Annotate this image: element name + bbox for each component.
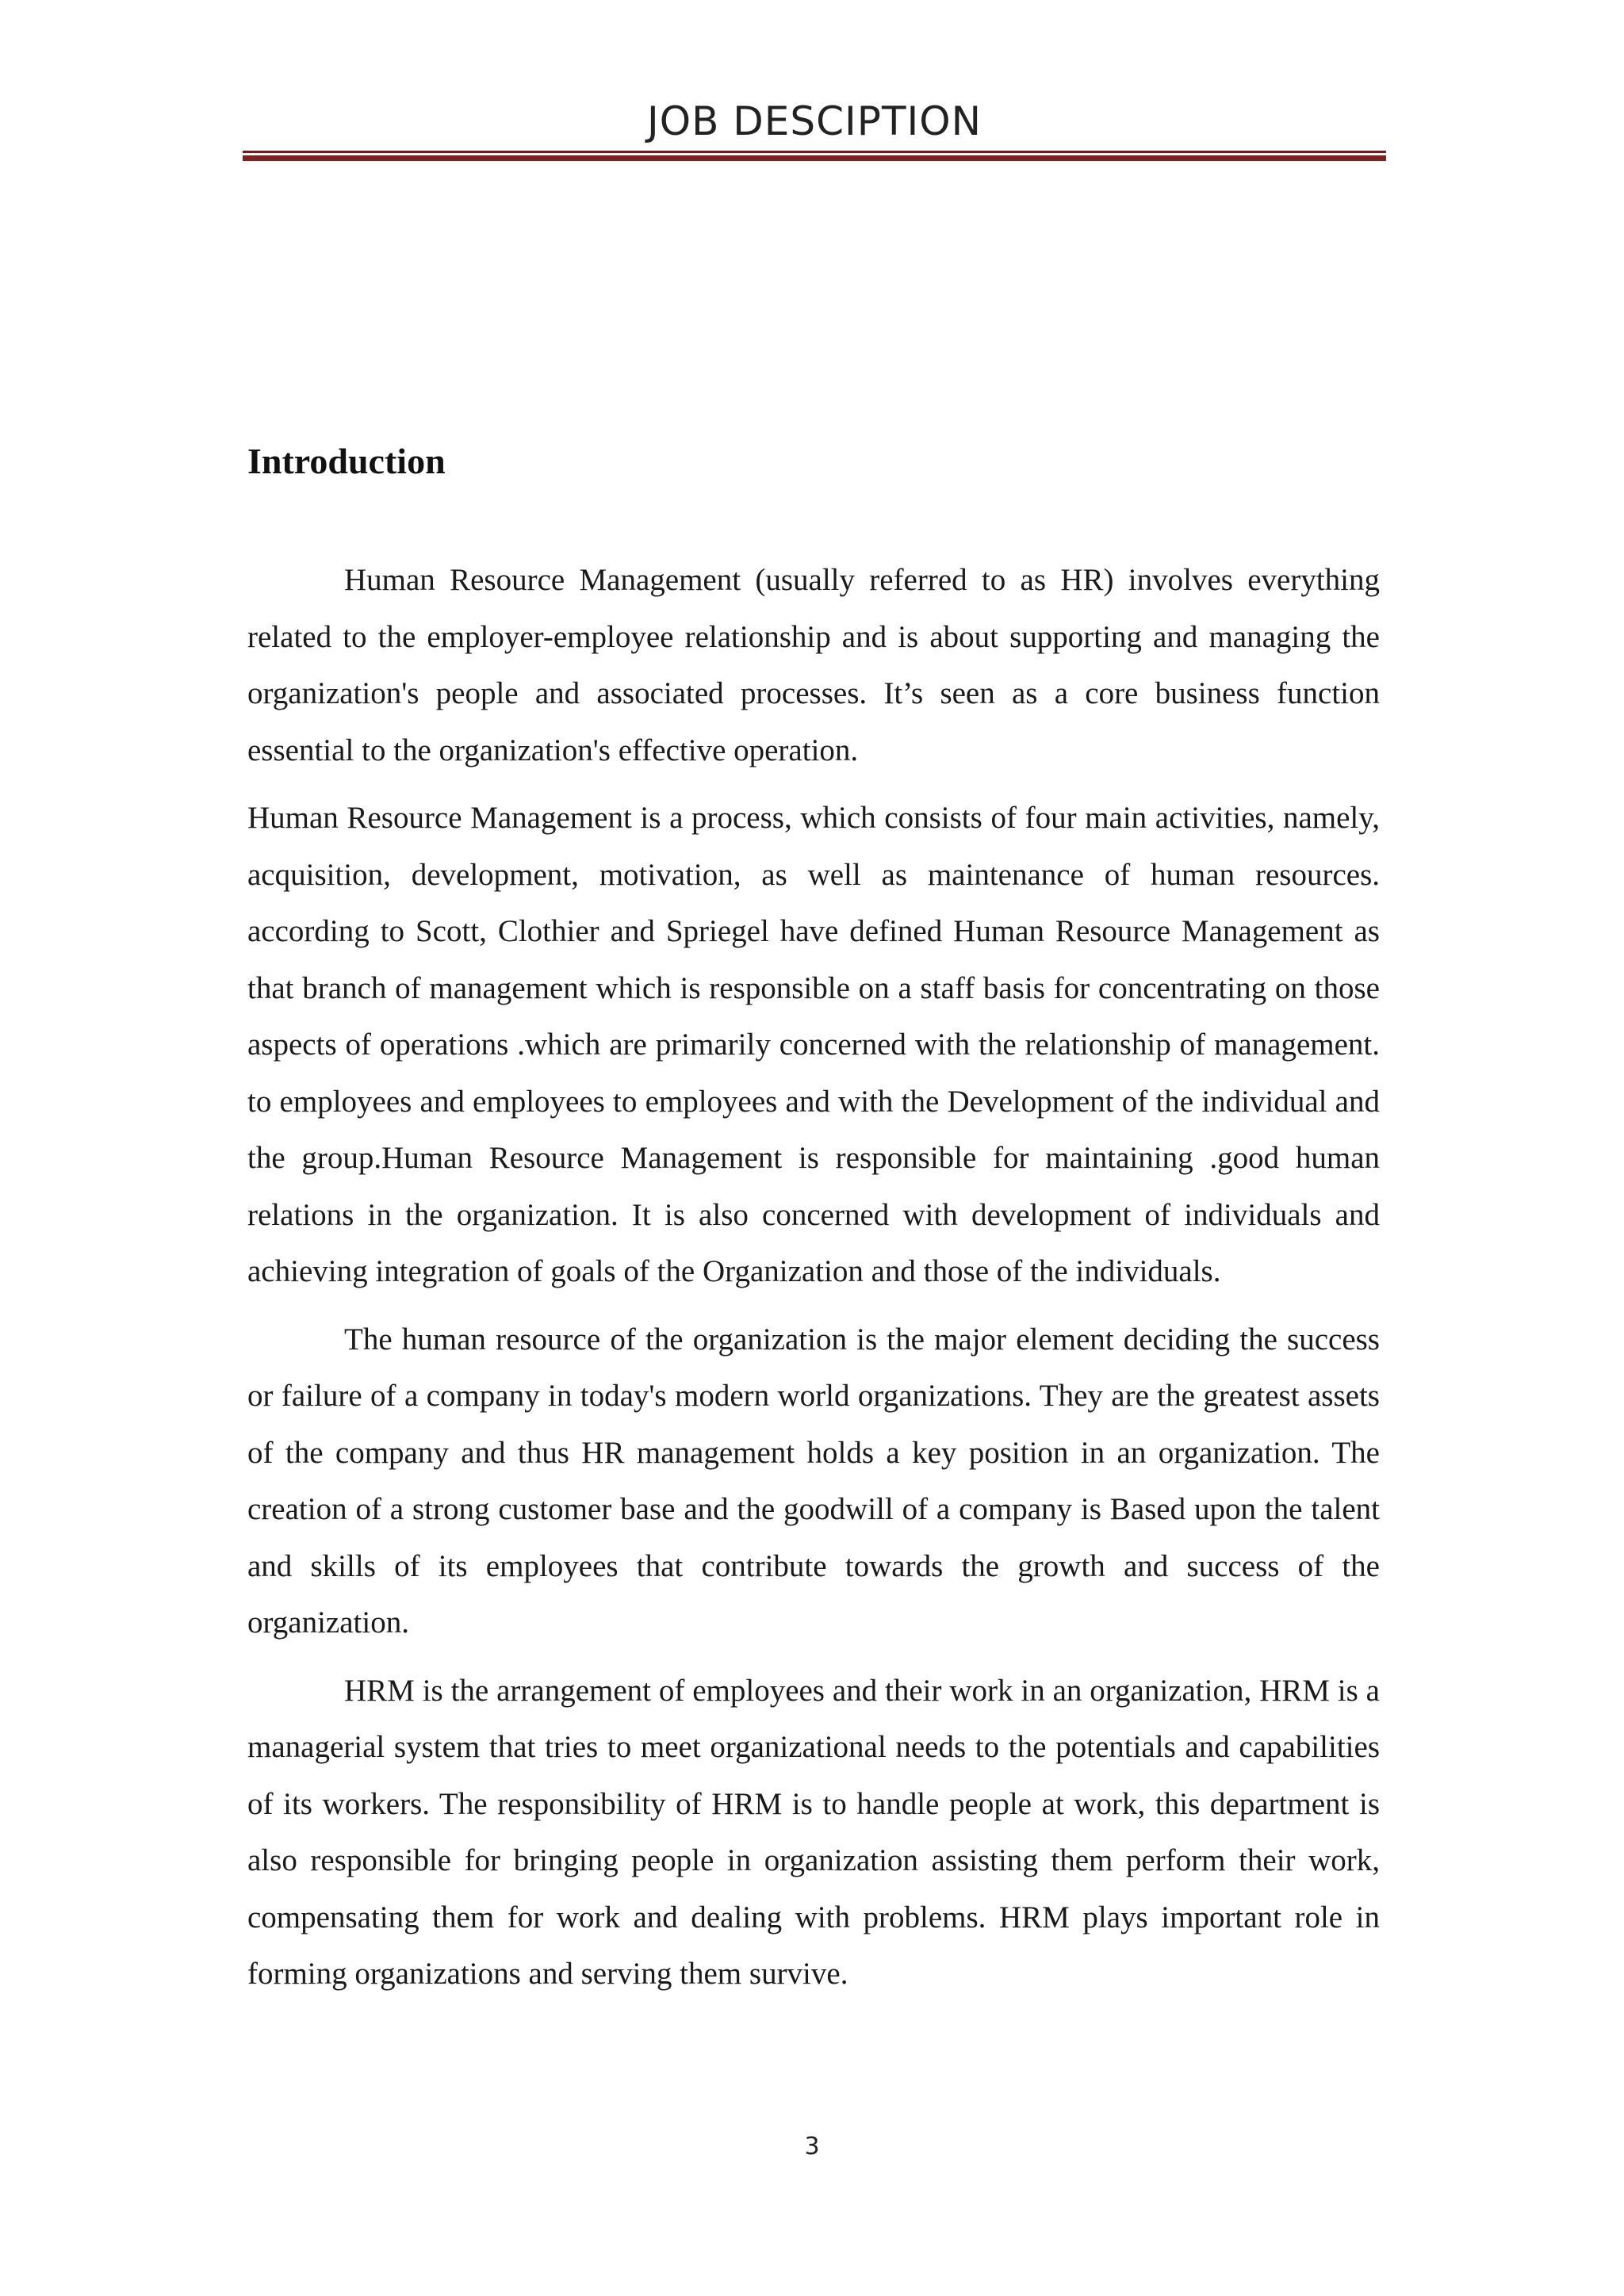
- paragraph-3: The human resource of the organization is the major element deciding the success or failure of a company in today's modern world organizations. They are the greatest assets of the company and thus HR management holds a key position in an organization. The creation of a strong customer base and the goodwill of a company is Based upon the talent and skills of its employees that contribute towards the growth and success of the organization.: [247, 1322, 1380, 1640]
- paragraph-2: Human Resource Management is a process, which consists of four main activities, namely, acquisition, development, motivation, as well as maintenance of human resources. according to Scott, Clothier and Spriegel have defined Human Resource Management as that branch of management which is responsible on a staff basis for concentrating on those aspects of operations .which are primarily concerned with the relationship of management. to employees and employees to employees and with the Development of the individual and the group.Human Resource Management is responsible for maintaining .good human relations in the organization. It is also concerned with development of individuals and achieving integration of goals of the Organization and those of the individuals.: [247, 801, 1380, 1288]
- body-text: [247, 552, 1380, 2014]
- header-rule-thick-line: [243, 155, 1386, 161]
- page-number: 3: [804, 2133, 820, 2160]
- section-heading: Introduction: [247, 441, 446, 481]
- paragraph-1: Human Resource Management (usually referred to as HR) involves everything related to the employer-employee relationship and is about supporting and managing the organization's people and associated processes. It’s seen as a core business function essential to the organization's effective operation.: [247, 563, 1380, 767]
- header-rule: [243, 151, 1386, 162]
- header-rule-thin-line: [243, 151, 1386, 153]
- page-header-title: JOB DESCIPTION: [647, 98, 982, 144]
- paragraph-4: HRM is the arrangement of employees and their work in an organization, HRM is a managerial system that tries to meet organizational needs to the potentials and capabilities of its workers. The responsibility of HRM is to handle people at work, this department is also responsible for bringing people in organization assisting them perform their work, compensating them for work and dealing with problems. HRM plays important role in forming organizations and serving them survive.: [247, 1673, 1380, 1991]
